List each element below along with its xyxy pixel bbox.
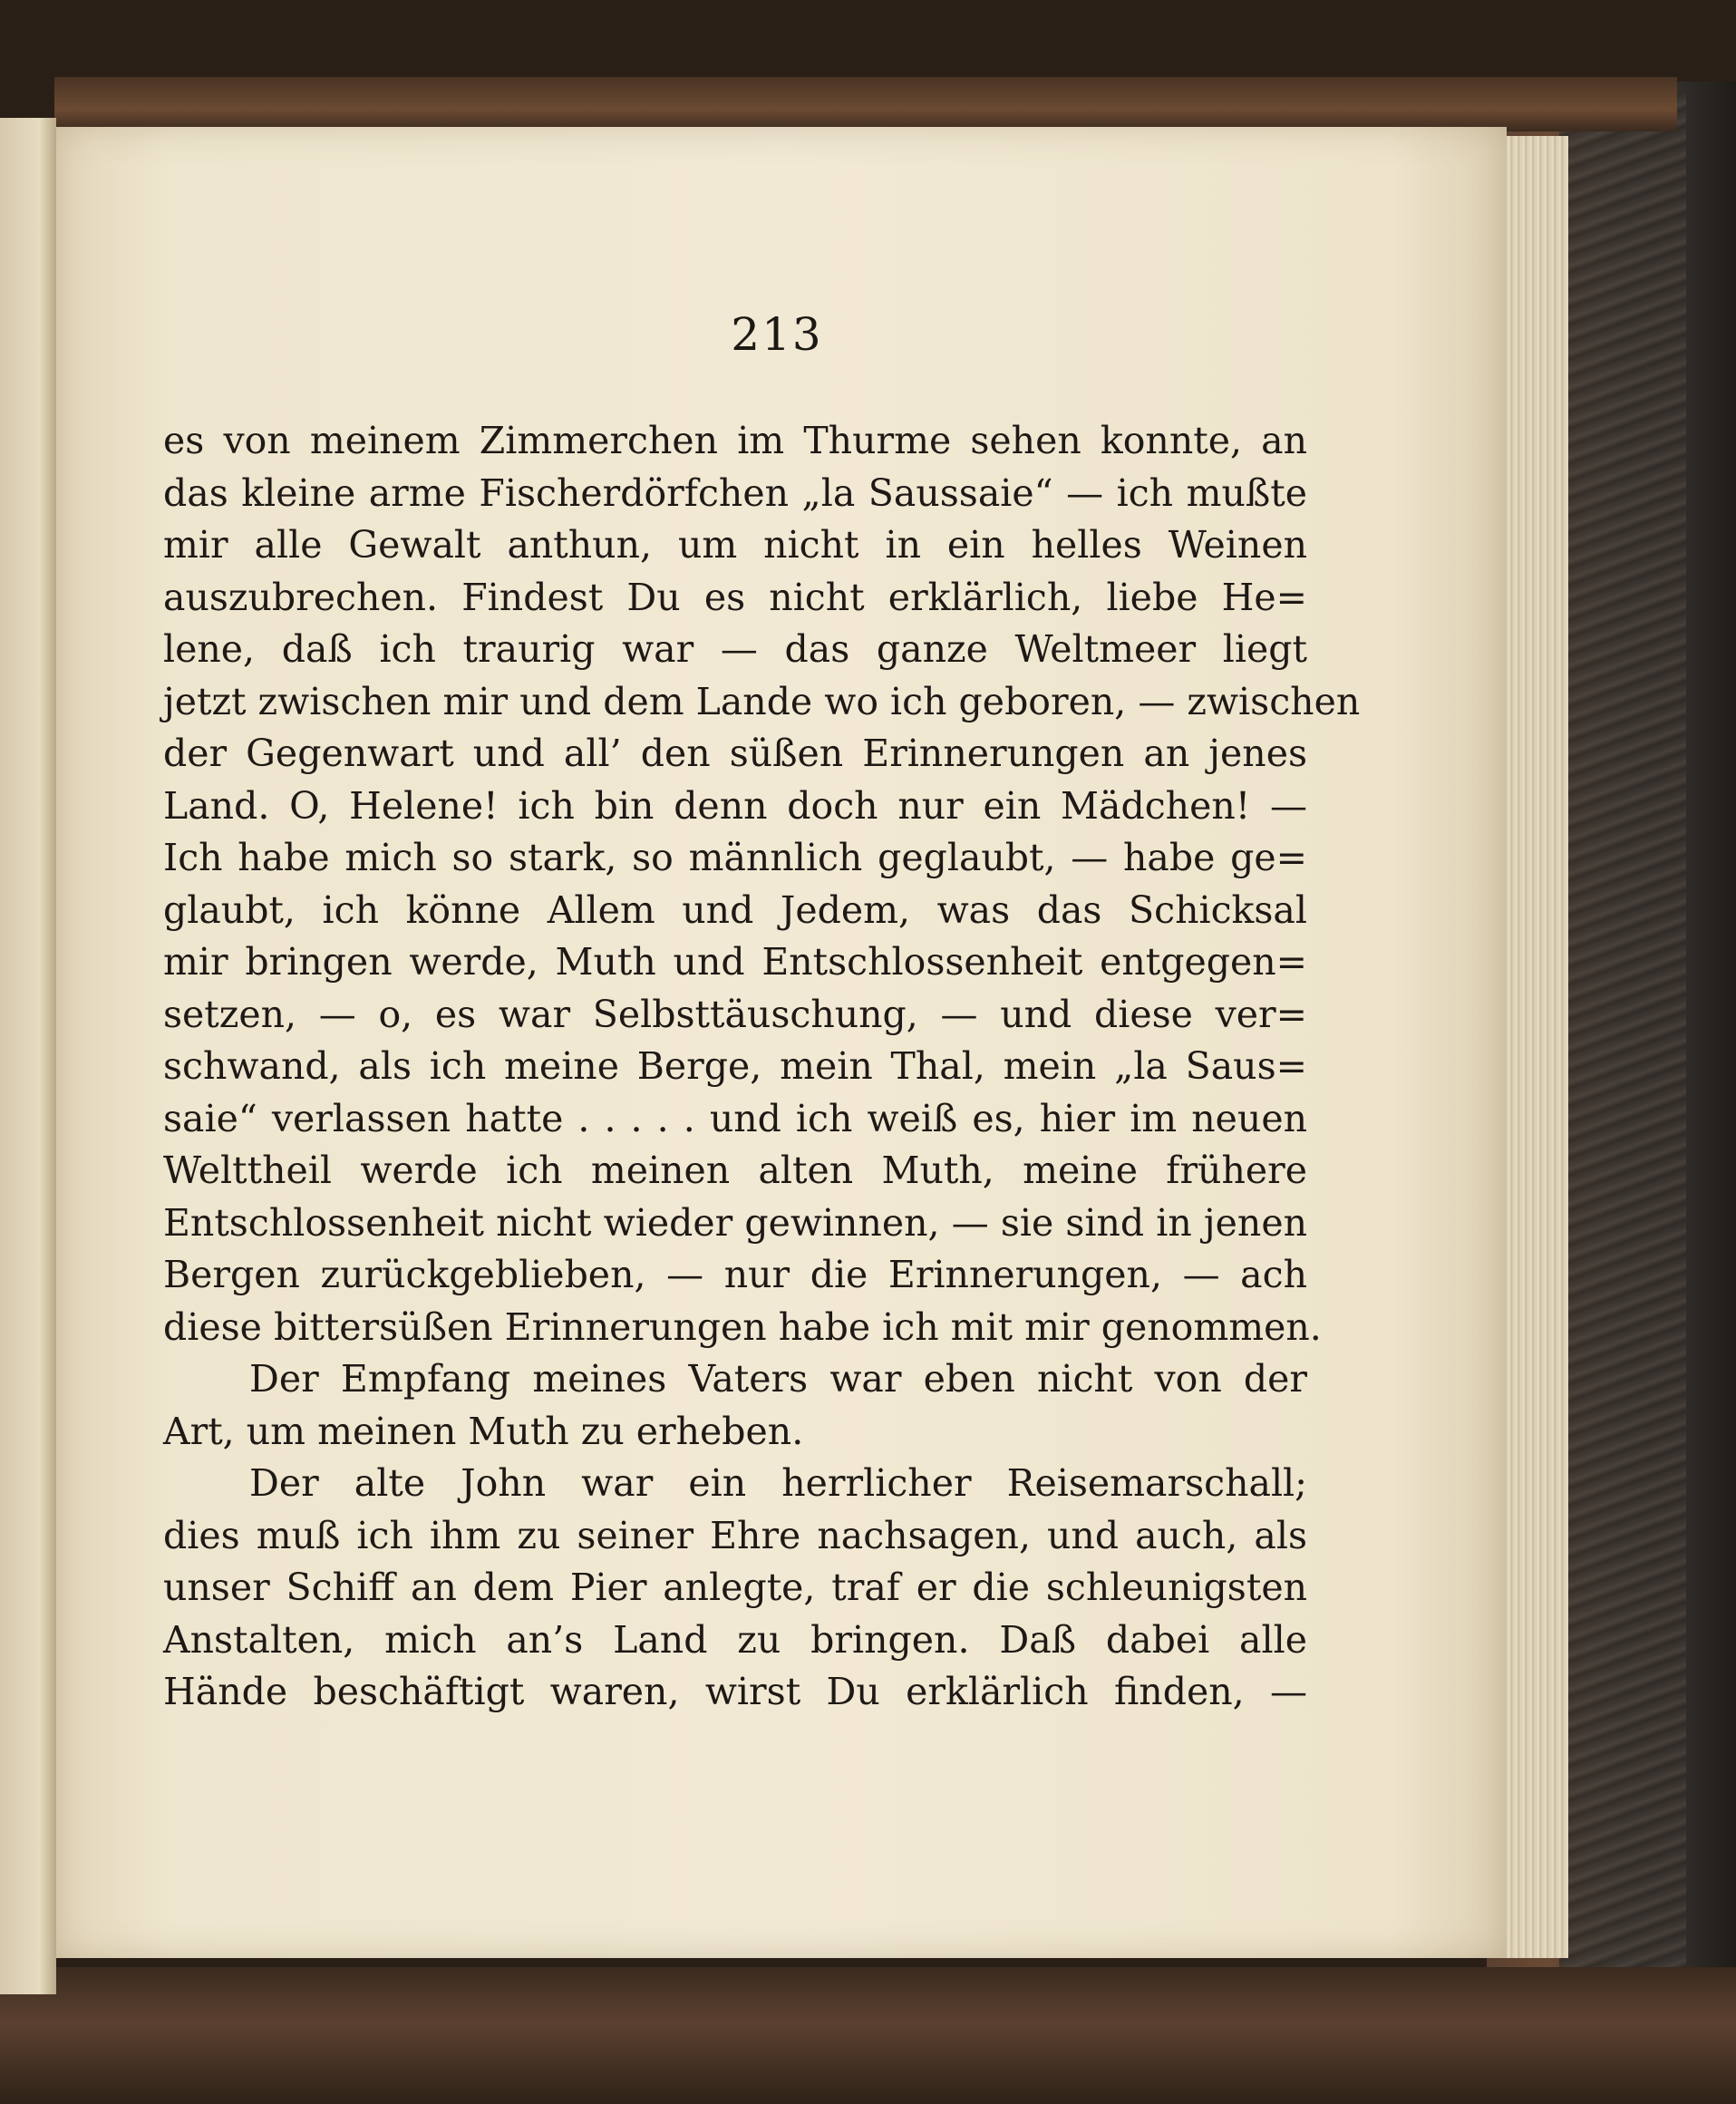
text-line-12: setzen, — o, es war Selbsttäuschung, — und diese ver=	[163, 992, 1307, 1036]
text-line-13: schwand, als ich meine Berge, mein Thal, mein „la Saus=	[163, 1044, 1307, 1088]
text-line-6: jetzt zwischen mir und dem Lande wo ich geboren, — zwischen	[163, 679, 1361, 723]
text-line-11: mir bringen werde, Muth und Entschlossenheit entgegen=	[163, 940, 1307, 984]
text-line-2: das kleine arme Fischerdörfchen „la Saussaie“ — ich mußte	[163, 470, 1307, 515]
text-line-14: saie“ verlassen hatte . . . . . und ich weiß es, hier im neuen	[163, 1096, 1307, 1140]
text-line-24: Anstalten, mich an’s Land zu bringen. Daß dabei alle	[163, 1617, 1307, 1662]
text-line-8: Land. O, Helene! ich bin denn doch nur ein Mädchen! —	[163, 783, 1307, 828]
left-page-sliver	[0, 118, 56, 1994]
text-line-17: Bergen zurückgeblieben, — nur die Erinnerungen, — ach	[163, 1253, 1307, 1296]
text-line-5: lene, daß ich traurig war — das ganze Weltmeer liegt	[163, 627, 1307, 671]
text-line-16: Entschlossenheit nicht wieder gewinnen, — sie sind in jenen	[163, 1200, 1307, 1245]
book-cover-top	[54, 77, 1677, 131]
page-number: 213	[731, 308, 823, 361]
cover-corner-marbled	[1559, 91, 1686, 2022]
text-line-19: Der Empfang meines Vaters war eben nicht von der	[249, 1357, 1307, 1401]
text-line-3: mir alle Gewalt anthun, um nicht in ein helles Weinen	[163, 523, 1307, 567]
text-line-21: Der alte John war ein herrlicher Reisemarschall;	[249, 1461, 1307, 1505]
text-line-22: dies muß ich ihm zu seiner Ehre nachsagen, und auch, als	[163, 1513, 1307, 1557]
book-cover-bottom	[0, 1967, 1736, 2104]
text-line-15: Welttheil werde ich meinen alten Muth, meine frühere	[163, 1149, 1307, 1192]
text-line-25: Hände beschäftigt waren, wirst Du erklärlich finden, —	[163, 1670, 1307, 1713]
text-line-18: diese bittersüßen Erinnerungen habe ich mit mir genommen.	[163, 1304, 1322, 1349]
text-line-4: auszubrechen. Findest Du es nicht erklärlich, liebe He=	[163, 575, 1307, 619]
text-line-1: es von meinem Zimmerchen im Thurme sehen konnte, an	[163, 419, 1307, 462]
book-page	[56, 127, 1507, 1958]
text-line-7: der Gegenwart und all’ den süßen Erinnerungen an jenes	[163, 732, 1307, 775]
text-line-20: Art, um meinen Muth zu erheben.	[163, 1409, 804, 1453]
text-block	[163, 415, 1361, 1719]
text-line-9: Ich habe mich so stark, so männlich geglaubt, — habe ge=	[163, 836, 1307, 879]
text-line-10: glaubt, ich könne Allem und Jedem, was das Schicksal	[163, 887, 1307, 932]
text-line-23: unser Schiff an dem Pier anlegte, traf er die schleunigsten	[163, 1566, 1307, 1609]
